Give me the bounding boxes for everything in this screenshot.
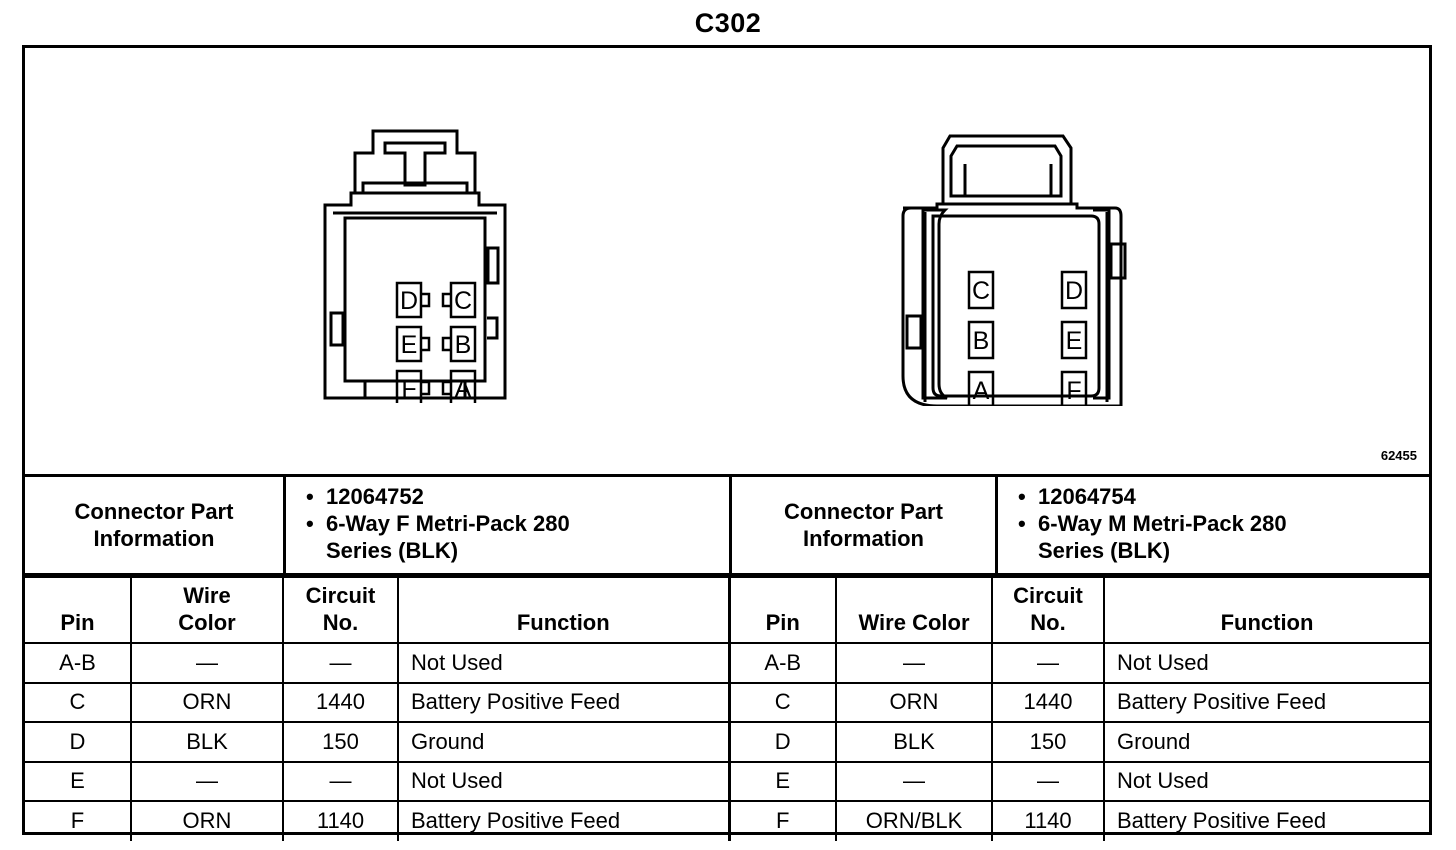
table-header-row [25,577,1429,643]
right-wire-color: ORN/BLK [836,801,992,841]
figure-number: 62455 [1380,448,1417,463]
right-pin: A-B [729,643,836,683]
female-pin-f-label: F [401,375,417,403]
left-circuit: — [283,643,398,683]
right-function: Not Used [1104,643,1429,683]
table-row [25,801,1429,841]
left-pin: F [25,801,131,841]
right-circuit: 1440 [992,683,1104,723]
right-info-label-cell [732,477,995,573]
female-pin-a-label: A [454,375,472,403]
female-pin-c [443,283,475,317]
right-wire-color: ORN [836,683,992,723]
female-pin-d [397,283,429,317]
left-function: Battery Positive Feed [398,683,729,723]
left-circuit: 1440 [283,683,398,723]
right-circuit: 1140 [992,801,1104,841]
right-function: Battery Positive Feed [1104,801,1429,841]
left-function: Battery Positive Feed [398,801,729,841]
left-info-label-cell [25,477,283,573]
left-wire-header: Wire Color [131,577,283,643]
female-pin-c-label: C [453,287,473,315]
diagram-title: C302 [694,8,762,38]
right-function: Ground [1104,722,1429,762]
male-connector-drawing [885,126,1130,406]
right-info-list [998,477,1429,573]
right-pin: D [729,722,836,762]
male-pin-b [969,322,993,358]
table-row [25,762,1429,802]
right-circuit: 150 [992,722,1104,762]
left-part-description: • 6-Way F Metri-Pack 280 Series (BLK) [286,510,586,564]
right-function-header: Function [1104,577,1429,643]
female-pin-b-label: B [454,331,472,359]
female-pin-e [397,327,429,361]
male-pin-d-label: D [1064,277,1084,305]
left-part-number: • 12064752 [286,483,729,510]
female-pin-d-label: D [399,287,419,315]
male-pin-a-label: A [972,377,990,405]
left-function-header: Function [398,577,729,643]
left-circuit: — [283,762,398,802]
male-pin-e-label: E [1065,327,1083,355]
right-pin: C [729,683,836,723]
female-connector-drawing [315,123,515,403]
left-info-list [286,477,729,573]
right-wire-color: BLK [836,722,992,762]
right-circuit: — [992,762,1104,802]
left-circuit: 1140 [283,801,398,841]
left-pin: C [25,683,131,723]
pinout-table [25,576,1429,841]
pinout-table-wrapper [25,576,1429,841]
left-circuit: 150 [283,722,398,762]
right-pin: F [729,801,836,841]
left-function: Not Used [398,643,729,683]
right-function: Not Used [1104,762,1429,802]
male-pin-f [1062,372,1086,406]
male-pin-f-label: F [1066,377,1082,405]
right-part-number: • 12064754 [998,483,1429,510]
right-part-description: • 6-Way M Metri-Pack 280 Series (BLK) [998,510,1298,564]
right-wire-color: — [836,643,992,683]
right-circuit-header: Circuit No. [992,577,1104,643]
male-pin-a [969,372,993,406]
left-pin: D [25,722,131,762]
left-pin: A-B [25,643,131,683]
connector-diagram-area [25,48,1429,474]
connector-frame [22,45,1432,835]
right-info-label: Connector Part Information [784,499,943,551]
table-row [25,722,1429,762]
left-circuit-header: Circuit No. [283,577,398,643]
female-pin-e-label: E [400,331,418,359]
connector-info-row [25,474,1429,576]
right-pin: E [729,762,836,802]
male-pin-b-label: B [972,327,990,355]
right-function: Battery Positive Feed [1104,683,1429,723]
left-function: Not Used [398,762,729,802]
right-circuit: — [992,643,1104,683]
right-wire-header: Wire Color [836,577,992,643]
left-function: Ground [398,722,729,762]
left-info-label: Connector Part Information [74,499,234,551]
male-pin-d [1062,272,1086,308]
left-wire-color: — [131,762,283,802]
left-pin-header: Pin [25,577,131,643]
left-pin: E [25,762,131,802]
left-wire-color: ORN [131,683,283,723]
male-pin-c-label: C [971,277,991,305]
left-wire-color: ORN [131,801,283,841]
male-pin-c [969,272,993,308]
table-row [25,683,1429,723]
male-pin-e [1062,322,1086,358]
right-wire-color: — [836,762,992,802]
table-row [25,643,1429,683]
left-wire-color: BLK [131,722,283,762]
female-pin-b [443,327,475,361]
right-pin-header: Pin [729,577,836,643]
left-wire-color: — [131,643,283,683]
